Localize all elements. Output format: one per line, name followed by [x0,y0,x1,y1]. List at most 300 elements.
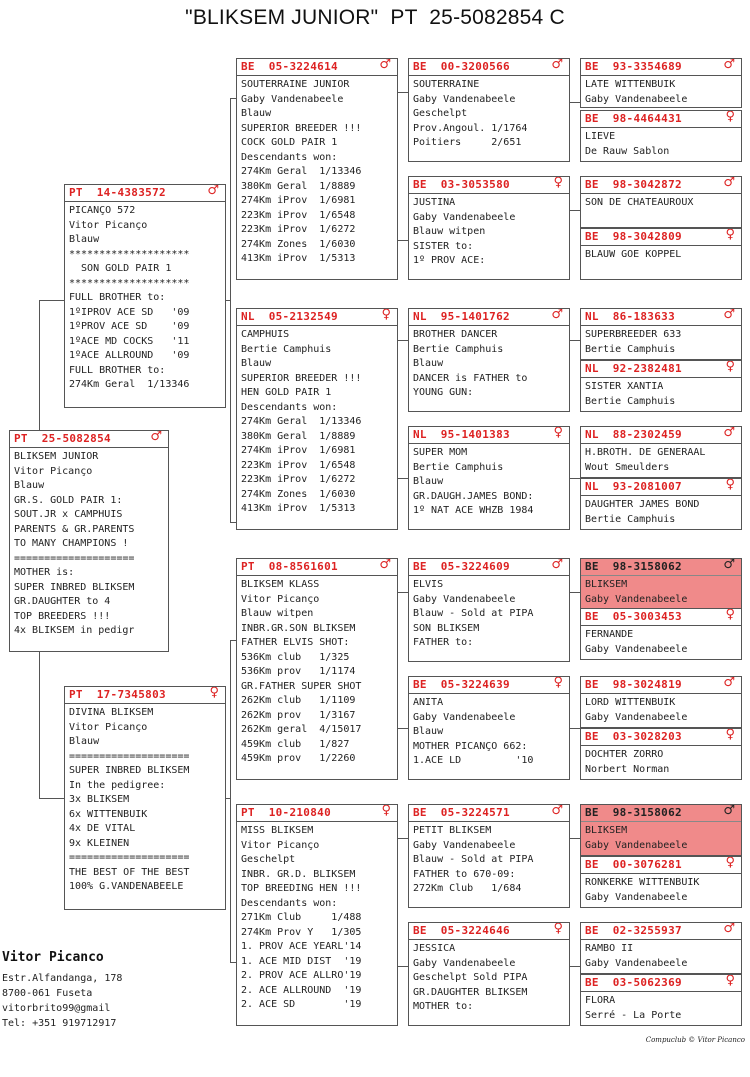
connector-line [398,240,408,241]
male-sex-icon: ♂ [551,58,563,72]
connector-line [398,340,408,341]
card-line: Gaby Vandenabeele [413,593,516,605]
card-line: Blauw - Sold at PIPA [413,854,534,865]
ring-number: BE 05-3224646 [413,924,510,937]
male-sex-icon: ♂ [723,308,735,322]
card-body [581,940,741,971]
connector-line [570,592,580,593]
card-line: 413Km iProv 1/5313 [241,503,356,514]
card-body [581,326,741,357]
card-line: 1ºPROV ACE SD '09 [69,321,190,332]
card-line: 459Km club 1/827 [241,738,350,750]
card-line: MISS BLIKSEM [241,825,314,836]
card-line: ==================== [14,552,135,564]
card-header [237,309,397,326]
card-line [585,211,737,226]
ring-number: PT 25-5082854 [14,432,111,445]
card-line: BLAUW GOE KOPPEL [585,249,682,260]
card-line: 223Km iProv 1/6548 [241,209,356,221]
ring-number: PT 10-210840 [241,806,331,819]
card-body [237,326,397,517]
card-header [581,805,741,822]
card-line: Blauw [241,358,272,369]
connector-line [230,640,231,962]
card-body [581,128,741,159]
female-sex-icon: ♀ [553,176,563,190]
card-line: FULL BROTHER to: [69,292,166,303]
female-sex-icon: ♀ [725,974,735,988]
card-line: BLIKSEM JUNIOR [14,451,99,462]
card-header [409,559,569,576]
connector-line [398,592,408,593]
connector-line [398,838,408,839]
card-line: SON BLIKSEM [413,622,480,634]
pedigree-card-ggg4 [580,228,742,280]
card-line: 536Km club 1/325 [241,651,350,663]
card-line: Gaby Vandenabeele [413,839,516,851]
male-sex-icon: ♂ [551,804,563,818]
male-sex-icon: ♂ [379,58,391,72]
card-line: Gaby Vandenabeele [413,93,516,105]
ring-number: PT 08-8561601 [241,560,338,573]
connector-line [570,340,580,341]
card-line: SUPERIOR BREEDER !!! [241,122,362,134]
card-line: 274Km Geral 1/13346 [69,379,190,390]
pedigree-card-ggg2 [580,110,742,162]
card-line: INBR.GR.SON BLIKSEM [241,622,356,634]
card-header [581,177,741,194]
card-body [409,76,569,151]
pedigree-card-gg5 [408,558,570,662]
card-line: Gaby Vandenabeele [585,957,688,969]
card-line: DANCER is FATHER to [413,372,528,384]
card-line: CAMPHUIS [241,329,290,340]
female-sex-icon: ♀ [381,308,391,322]
card-line: TO MANY CHAMPIONS ! [14,538,129,549]
card-line: Bertie Camphuis [585,395,676,407]
card-body [581,576,741,607]
male-sex-icon: ♂ [551,558,563,572]
card-line: SUPER INBRED BLIKSEM [69,765,190,776]
pedigree-card-ggg1 [580,58,742,108]
pedigree-card-ggg5 [580,308,742,360]
card-line: Gaby Vandenabeele [413,211,516,223]
card-line: DOCHTER ZORRO [585,749,664,760]
card-header [581,729,741,746]
card-header [581,309,741,326]
card-line: Gaby Vandenabeele [413,957,516,969]
card-line: ELVIS [413,579,444,590]
ring-number: BE 93-3354689 [585,60,682,73]
card-line: 2. PROV ACE ALLRO'19 [241,970,362,981]
card-line: GR.S. GOLD PAIR 1: [14,494,123,506]
pedigree-card-g1 [236,58,398,280]
card-line: 1º PROV ACE: [413,255,486,266]
male-sex-icon: ♂ [723,176,735,190]
card-line: Vitor Picanço [69,721,148,733]
owner-phone: Tel: +351 919712917 [2,1018,117,1029]
card-line: 274Km iProv 1/6981 [241,445,356,456]
card-line: JESSICA [413,943,456,954]
ring-number: BE 98-3042809 [585,230,682,243]
card-line: SON DE CHATEAUROUX [585,197,694,208]
pedigree-card-ggg16 [580,974,742,1026]
card-line: FERNANDE [585,629,634,640]
card-line: 536Km prov 1/1174 [241,666,356,677]
card-body [10,448,168,639]
card-body [237,576,397,767]
card-line: 223Km iProv 1/6272 [241,474,356,485]
card-line: HEN GOLD PAIR 1 [241,387,332,398]
card-line: SUPERBREEDER 633 [585,329,682,340]
ring-number: BE 00-3076281 [585,858,682,871]
card-line: FATHER to 670-09: [413,868,516,880]
ring-number: BE 98-3042872 [585,178,682,191]
male-sex-icon: ♂ [723,922,735,936]
card-body [65,202,225,393]
card-line: Geschelpt [241,854,296,865]
connector-line [230,98,236,99]
pedigree-card-c0 [9,430,169,652]
card-line: 3x BLIKSEM [69,794,130,805]
card-body [65,704,225,895]
card-line: YOUNG GUN: [413,387,474,398]
female-sex-icon: ♀ [725,608,735,622]
male-sex-icon: ♂ [723,58,735,72]
ring-number: NL 88-2302459 [585,428,682,441]
card-line: BLIKSEM KLASS [241,579,320,590]
card-line: Blauw witpen [413,226,486,237]
male-sex-icon: ♂ [150,430,162,444]
card-body [409,326,569,401]
connector-line [398,478,408,479]
card-line: 413Km iProv 1/5313 [241,253,356,264]
card-body [581,378,741,409]
card-line: Gaby Vandenabeele [585,93,688,105]
card-line: DAUGHTER JAMES BOND [585,499,700,510]
ring-number: NL 86-183633 [585,310,675,323]
connector-line [398,92,408,93]
connector-line [570,728,580,729]
card-line: MOTHER to: [413,1001,474,1012]
card-body [581,992,741,1023]
card-line: 1. ACE MID DIST '19 [241,955,362,967]
connector-line [230,522,236,523]
card-body [409,822,569,897]
card-header [409,59,569,76]
card-line: Geschelpt [413,108,468,119]
pedigree-card-gg1 [408,58,570,162]
pedigree-card-ggg15 [580,922,742,974]
female-sex-icon: ♀ [553,676,563,690]
card-line: Bertie Camphuis [585,513,676,525]
pedigree-card-gg4 [408,426,570,530]
card-line: Wout Smeulders [585,461,670,473]
card-line: FATHER ELVIS SHOT: [241,637,350,648]
card-line: Gaby Vandenabeele [585,711,688,723]
card-body [409,576,569,651]
card-body [409,194,569,269]
pedigree-card-ggg10 [580,608,742,660]
ring-number: BE 05-3003453 [585,610,682,623]
card-line: 1.ACE LD '10 [413,755,534,766]
card-line: LORD WITTENBUIK [585,697,676,708]
card-line: 274Km Zones 1/6030 [241,488,356,500]
card-line: 274Km iProv 1/6981 [241,195,356,206]
card-line: 100% G.VANDENABEELE [69,881,184,892]
ring-number: NL 95-1401383 [413,428,510,441]
card-line: GR.DAUGHTER to 4 [14,596,111,607]
card-header [581,229,741,246]
card-line: SOUT.JR x CAMPHUIS [14,509,123,520]
card-line: GR.FATHER SUPER SHOT [241,680,362,692]
card-line: Vitor Picanço [14,465,93,477]
male-sex-icon: ♂ [723,676,735,690]
card-line: Norbert Norman [585,763,670,775]
card-line: Blauw [69,736,100,747]
male-sex-icon: ♂ [551,308,563,322]
card-line: Blauw - Sold at PIPA [413,608,534,619]
card-line: 1º NAT ACE WHZB 1984 [413,505,534,516]
owner-name: Vitor Picanco [2,950,104,965]
card-line: SOUTERRAINE JUNIOR [241,79,350,90]
pedigree-card-gg8 [408,922,570,1026]
card-line: SUPER MOM [413,447,468,458]
card-line: 2. ACE ALLROUND '19 [241,984,362,996]
pedigree-card-ggg12 [580,728,742,780]
card-line: ANITA [413,697,444,708]
card-line: 274Km Geral 1/13346 [241,416,362,427]
card-line: RAMBO II [585,943,634,954]
card-line: 380Km Geral 1/8889 [241,430,356,442]
ring-number: BE 98-4464431 [585,112,682,125]
card-line: BLIKSEM [585,578,737,593]
card-line: BROTHER DANCER [413,329,498,340]
male-sex-icon: ♂ [207,184,219,198]
card-line: Blauw [14,480,45,491]
pedigree-card-gg2 [408,176,570,280]
card-body [409,444,569,519]
connector-line [39,798,64,799]
ring-number: NL 93-2081007 [585,480,682,493]
female-sex-icon: ♀ [725,360,735,374]
card-line: 4x BLIKSEM in pedigr [14,625,135,636]
card-header [409,177,569,194]
female-sex-icon: ♀ [725,110,735,124]
card-line: GR.DAUGHTER BLIKSEM [413,986,528,998]
card-line: SON GOLD PAIR 1 [69,263,172,274]
card-line: Blauw [69,234,100,245]
ring-number: BE 98-3158062 [585,560,682,573]
connector-line [230,640,236,641]
card-line: 274Km Geral 1/13346 [241,166,362,177]
male-sex-icon: ♂ [723,804,735,818]
pedigree-card-ggg3 [580,176,742,228]
card-body [581,746,741,777]
card-line: Descendants won: [241,897,338,909]
card-header [581,609,741,626]
female-sex-icon: ♀ [725,228,735,242]
card-body [581,694,741,725]
female-sex-icon: ♀ [725,478,735,492]
card-body [581,444,741,475]
card-line: 272Km Club 1/684 [413,883,522,894]
card-header [10,431,168,448]
pedigree-card-g3 [236,558,398,780]
card-line: Bertie Camphuis [413,461,504,473]
card-line: Gaby Vandenabeele [585,891,688,903]
connector-line [39,300,64,301]
male-sex-icon: ♂ [379,558,391,572]
card-line: 2. ACE SD '19 [241,999,362,1010]
page-title: "BLIKSEM JUNIOR" PT 25-5082854 C [185,6,565,29]
card-body [581,626,741,657]
card-line: Gaby Vandenabeele [585,593,688,605]
pedigree-card-g2 [236,308,398,530]
ring-number: PT 17-7345803 [69,688,166,701]
connector-line [39,652,40,798]
card-line: SUPERIOR BREEDER !!! [241,372,362,384]
card-line: FLORA [585,995,616,1006]
card-line: Geschelpt Sold PIPA [413,972,528,983]
ring-number: BE 05-3224609 [413,560,510,573]
pedigree-card-gg7 [408,804,570,908]
card-line: 274Km Prov Y 1/305 [241,926,362,938]
ring-number: BE 03-3053580 [413,178,510,191]
card-line: Gaby Vandenabeele [585,839,688,851]
female-sex-icon: ♀ [209,686,219,700]
male-sex-icon: ♂ [723,426,735,440]
card-header [237,559,397,576]
card-body [237,76,397,267]
connector-line [570,210,580,211]
card-line: 1ºACE ALLROUND '09 [69,350,190,361]
card-body [409,694,569,769]
card-body [581,194,741,225]
card-line: H.BROTH. DE GENERAAL [585,447,706,458]
pedigree-card-ggg7 [580,426,742,478]
footer-credit: Compuclub © Vitor Picanco [645,1036,745,1044]
card-line: Blauw [413,726,444,737]
card-body [581,76,741,107]
card-line: Blauw [241,108,272,119]
ring-number: BE 05-3224614 [241,60,338,73]
card-line: PARENTS & GR.PARENTS [14,523,135,535]
card-line: ==================== [69,750,190,762]
card-line: LIEVE [585,131,616,142]
pedigree-card-ggg8 [580,478,742,530]
card-header [581,361,741,378]
card-line: Descendants won: [241,151,338,163]
card-line: Prov.Angoul. 1/1764 [413,122,528,134]
card-line: 262Km prov 1/3167 [241,709,356,721]
ring-number: BE 05-3224571 [413,806,510,819]
card-line: 274Km Zones 1/6030 [241,238,356,250]
card-line: SUPER INBRED BLIKSEM [14,581,135,593]
card-line: Vitor Picanço [241,593,320,605]
card-line: RONKERKE WITTENBUIK [585,877,700,888]
card-line: 6x WITTENBUIK [69,808,148,820]
female-sex-icon: ♀ [553,426,563,440]
card-line: Gaby Vandenabeele [241,93,344,105]
card-header [581,923,741,940]
pedigree-card-ggg6 [580,360,742,412]
card-header [409,427,569,444]
connector-line [570,102,580,103]
card-line: LATE WITTENBUIK [585,79,676,90]
pedigree-card-c1 [64,184,226,408]
card-header [581,559,741,576]
card-line: INBR. GR.D. BLIKSEM [241,868,356,880]
card-line: PETIT BLIKSEM [413,825,492,836]
connector-line [39,300,40,430]
connector-line [570,966,580,967]
card-line: 262Km geral 4/15017 [241,724,362,735]
card-line: COCK GOLD PAIR 1 [241,137,338,148]
card-header [581,677,741,694]
ring-number: BE 03-3028203 [585,730,682,743]
male-sex-icon: ♂ [723,558,735,572]
card-line: FULL BROTHER to: [69,364,166,376]
ring-number: NL 95-1401762 [413,310,510,323]
owner-email: vitorbrito99@gmail [2,1003,111,1014]
card-line: De Rauw Sablon [585,145,670,157]
female-sex-icon: ♀ [725,728,735,742]
connector-line [230,98,231,522]
card-line: BLIKSEM [585,824,737,839]
card-line: Bertie Camphuis [241,343,332,355]
card-line: SISTER XANTIA [585,381,664,392]
connector-line [398,966,408,967]
card-header [581,59,741,76]
card-line: TOP BREEDERS !!! [14,610,111,622]
card-header [409,677,569,694]
ring-number: BE 05-3224639 [413,678,510,691]
card-line: Descendants won: [241,401,338,413]
card-line: 9x KLEINEN [69,837,130,849]
card-line: Vitor Picanço [241,839,320,851]
card-line [585,263,737,278]
pedigree-card-g4 [236,804,398,1026]
card-line: Blauw [413,476,444,487]
card-line: Vitor Picanço [69,219,148,231]
card-line: 1ºIPROV ACE SD '09 [69,306,190,318]
connector-line [398,728,408,729]
female-sex-icon: ♀ [725,856,735,870]
card-line: MOTHER is: [14,567,75,578]
card-body [581,496,741,527]
card-line: 271Km Club 1/488 [241,912,362,923]
card-line: 380Km Geral 1/8889 [241,180,356,192]
card-header [409,309,569,326]
ring-number: NL 05-2132549 [241,310,338,323]
card-header [581,857,741,874]
pedigree-card-ggg14 [580,856,742,908]
card-line: ==================== [69,852,190,863]
card-body [409,940,569,1015]
ring-number: BE 98-3024819 [585,678,682,691]
card-line: Bertie Camphuis [413,343,504,355]
card-line: SISTER to: [413,240,474,252]
card-body [581,874,741,905]
card-header [65,687,225,704]
pedigree-card-ggg13 [580,804,742,856]
card-header [409,805,569,822]
card-line: JUSTINA [413,197,456,208]
female-sex-icon: ♀ [553,922,563,936]
card-line: PICANÇO 572 [69,205,136,216]
pedigree-card-ggg9 [580,558,742,610]
